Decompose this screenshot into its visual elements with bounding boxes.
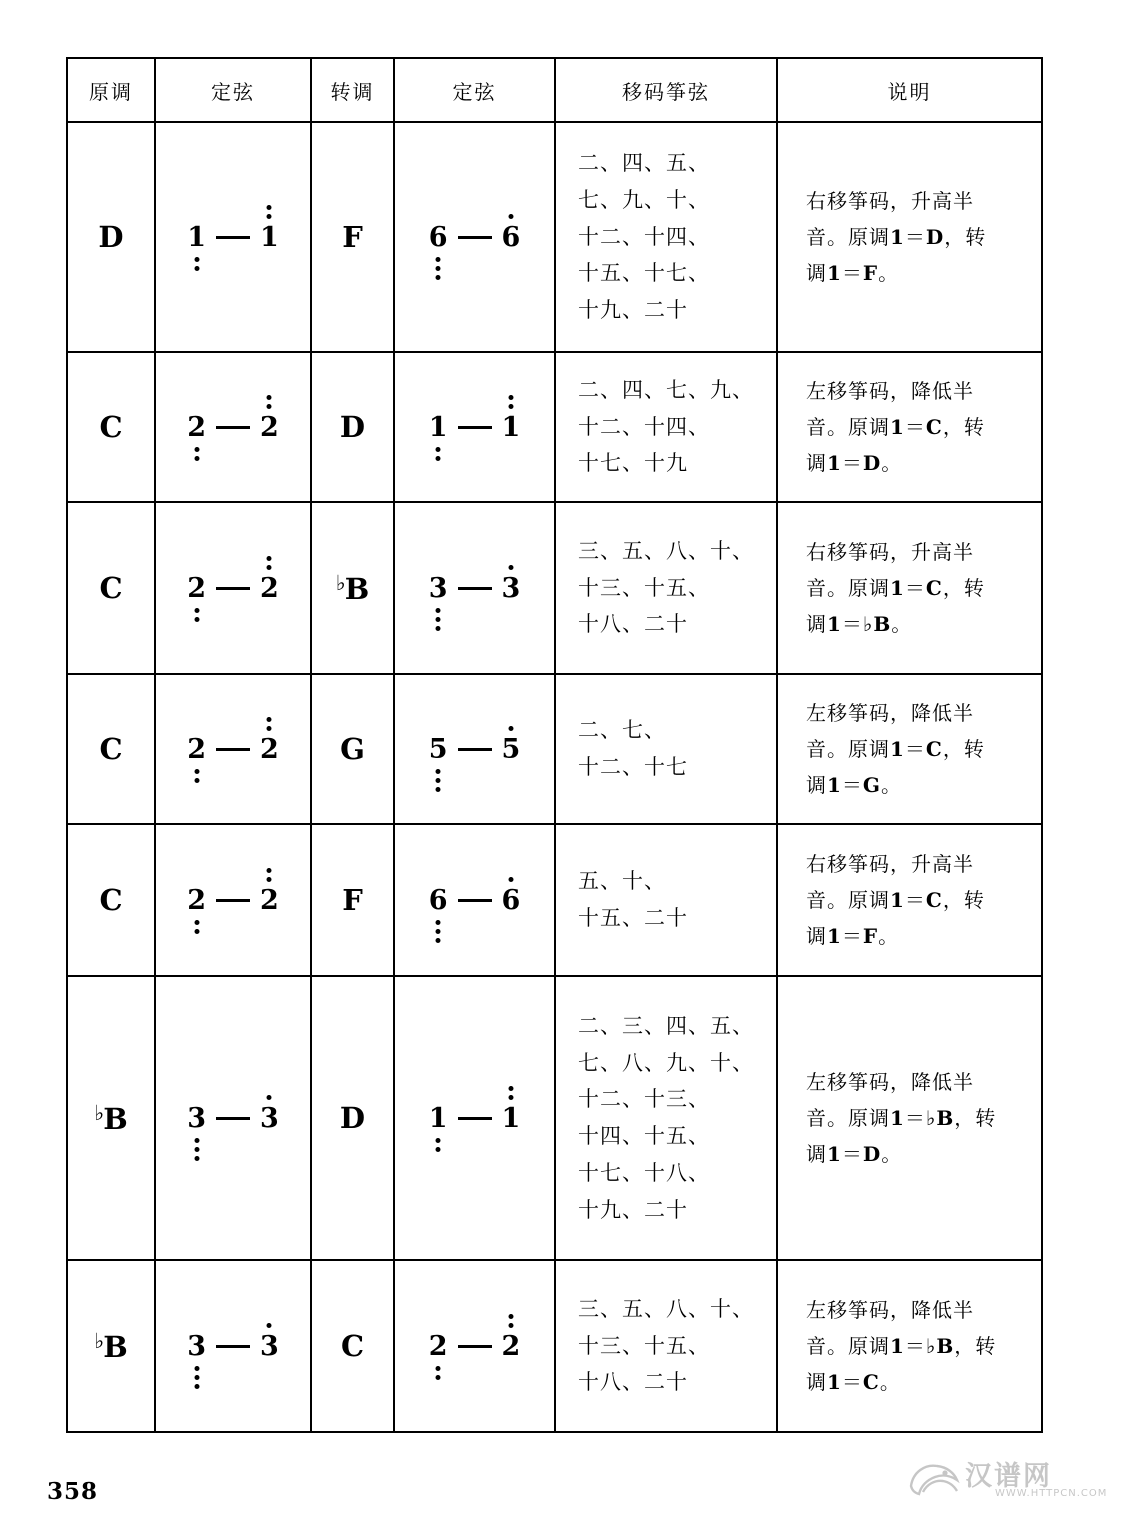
octave-dots-below bbox=[194, 255, 199, 273]
note-left: 3 bbox=[186, 1105, 207, 1132]
moved-strings-line: 五、十、 bbox=[578, 869, 666, 894]
moved-strings-line: 十四、十五、 bbox=[578, 1124, 710, 1148]
description-line: 调1＝C。 bbox=[806, 1370, 901, 1394]
cell-modulated-key: F bbox=[311, 122, 394, 352]
note-left: 3 bbox=[186, 1333, 207, 1360]
octave-dots-below bbox=[436, 918, 441, 945]
cell-origin-key: C bbox=[67, 674, 155, 824]
header-tuning-from: 定弦 bbox=[155, 58, 311, 122]
octave-dots-below bbox=[194, 918, 199, 936]
description-line: 左移筝码，降低半 bbox=[806, 379, 974, 403]
note-right: 2 bbox=[501, 1333, 522, 1360]
moved-strings-line: 十五、二十 bbox=[578, 906, 688, 930]
note-left: 3 bbox=[428, 575, 449, 602]
range-dash bbox=[216, 748, 250, 751]
moved-strings-line: 十三、十五、 bbox=[578, 1333, 710, 1358]
header-tuning-to: 定弦 bbox=[394, 58, 555, 122]
note-right: 1 bbox=[501, 1105, 522, 1132]
octave-dots-above bbox=[508, 212, 513, 221]
flat-sign-icon: ♭ bbox=[335, 570, 346, 595]
cell-moved-strings bbox=[555, 824, 777, 976]
description-line: 左移筝码，降低半 bbox=[806, 1298, 974, 1322]
octave-dots-below bbox=[194, 606, 199, 624]
description-line: 右移筝码，升高半 bbox=[806, 540, 974, 564]
description-line: 音。原调1＝C，转 bbox=[806, 737, 985, 761]
cell-tuning-to bbox=[394, 1260, 555, 1432]
note-left: 2 bbox=[186, 575, 207, 602]
moved-strings-line: 十三、十五、 bbox=[578, 575, 710, 600]
cell-description bbox=[777, 1260, 1042, 1432]
cell-tuning-to bbox=[394, 976, 555, 1260]
octave-dots-below bbox=[194, 445, 199, 463]
note-right: 5 bbox=[501, 736, 522, 763]
table-row bbox=[67, 1260, 1042, 1432]
range-dash bbox=[216, 1117, 250, 1120]
octave-dots-above bbox=[508, 875, 513, 884]
note-right: 6 bbox=[501, 224, 522, 251]
cell-tuning-to bbox=[394, 122, 555, 352]
cell-moved-strings bbox=[555, 352, 777, 502]
moved-strings-line: 十二、十四、 bbox=[578, 224, 710, 249]
cell-tuning-to bbox=[394, 674, 555, 824]
note-right: 1 bbox=[501, 414, 522, 441]
cell-description bbox=[777, 976, 1042, 1260]
description-line: 左移筝码，降低半 bbox=[806, 701, 974, 725]
description-line: 调1＝F。 bbox=[806, 261, 900, 285]
moved-strings-line: 十八、二十 bbox=[578, 1370, 688, 1395]
octave-dots-above bbox=[267, 715, 272, 733]
range-dash bbox=[458, 587, 492, 590]
octave-dots-above bbox=[508, 724, 513, 733]
table-row bbox=[67, 352, 1042, 502]
note-left: 2 bbox=[186, 414, 207, 441]
moved-strings-line: 七、九、十、 bbox=[578, 187, 710, 212]
cell-description bbox=[777, 674, 1042, 824]
cell-description bbox=[777, 824, 1042, 976]
moved-strings-line: 十二、十三、 bbox=[578, 1087, 710, 1112]
note-right: 1 bbox=[259, 224, 280, 251]
range-dash bbox=[216, 1345, 250, 1348]
cell-moved-strings bbox=[555, 976, 777, 1260]
cell-modulated-key: C bbox=[311, 1260, 394, 1432]
cell-tuning-to bbox=[394, 352, 555, 502]
moved-strings-line: 七、八、九、十、 bbox=[578, 1050, 754, 1075]
range-dash bbox=[458, 1345, 492, 1348]
cell-tuning-from bbox=[155, 352, 311, 502]
description-line: 调1＝D。 bbox=[806, 451, 903, 475]
description-line: 左移筝码，降低半 bbox=[806, 1070, 974, 1094]
cell-tuning-from bbox=[155, 674, 311, 824]
description-line: 调1＝G。 bbox=[806, 773, 903, 797]
header-origin-key: 原调 bbox=[67, 58, 155, 122]
table-row bbox=[67, 502, 1042, 674]
table-row bbox=[67, 122, 1042, 352]
moved-strings-line: 十九、二十 bbox=[578, 1197, 688, 1222]
page-number: 358 bbox=[47, 1478, 99, 1505]
note-right: 3 bbox=[259, 1105, 280, 1132]
table-header-row bbox=[67, 58, 1042, 122]
cell-origin-key: D bbox=[67, 122, 155, 352]
table-row bbox=[67, 824, 1042, 976]
cell-modulated-key: F bbox=[311, 824, 394, 976]
range-dash bbox=[458, 899, 492, 902]
cell-description bbox=[777, 352, 1042, 502]
note-left: 6 bbox=[428, 887, 449, 914]
range-dash bbox=[458, 1117, 492, 1120]
cell-origin-key: C bbox=[67, 352, 155, 502]
header-moved-strings: 移码筝弦 bbox=[555, 58, 777, 122]
note-left: 2 bbox=[428, 1333, 449, 1360]
note-right: 3 bbox=[259, 1333, 280, 1360]
modulation-table-wrapper bbox=[66, 57, 1041, 1433]
octave-dots-below bbox=[436, 1136, 441, 1154]
cell-tuning-from bbox=[155, 976, 311, 1260]
description-line: 音。原调1＝C，转 bbox=[806, 576, 985, 600]
cell-tuning-from bbox=[155, 1260, 311, 1432]
header-modulated-key: 转调 bbox=[311, 58, 394, 122]
moved-strings-line: 二、三、四、五、 bbox=[578, 1013, 754, 1038]
table-row bbox=[67, 976, 1042, 1260]
header-description: 说明 bbox=[777, 58, 1042, 122]
range-dash bbox=[216, 236, 250, 239]
cell-moved-strings bbox=[555, 1260, 777, 1432]
octave-dots-above bbox=[508, 1312, 513, 1330]
description-line: 右移筝码，升高半 bbox=[806, 852, 974, 876]
octave-dots-above bbox=[508, 393, 513, 411]
moved-strings-line: 十二、十七 bbox=[578, 755, 688, 779]
note-left: 1 bbox=[428, 414, 449, 441]
range-dash bbox=[458, 748, 492, 751]
description-line: 音。原调1＝D，转 bbox=[806, 225, 987, 249]
range-dash bbox=[458, 426, 492, 429]
octave-dots-above bbox=[267, 554, 272, 572]
description-line: 音。原调1＝C，转 bbox=[806, 888, 985, 912]
moved-strings-line: 十九、二十 bbox=[578, 298, 688, 323]
cell-tuning-from bbox=[155, 502, 311, 674]
moved-strings-line: 二、四、七、九、 bbox=[578, 377, 754, 402]
octave-dots-above bbox=[508, 1084, 513, 1102]
note-right: 2 bbox=[259, 414, 280, 441]
moved-strings-line: 二、七、 bbox=[578, 718, 666, 743]
watermark-site-name: 汉谱网 bbox=[965, 1461, 1052, 1492]
octave-dots-above bbox=[267, 203, 272, 221]
octave-dots-below bbox=[436, 767, 441, 794]
description-line: 右移筝码，升高半 bbox=[806, 189, 974, 213]
octave-dots-below bbox=[436, 445, 441, 463]
octave-dots-below bbox=[436, 606, 441, 633]
range-dash bbox=[458, 236, 492, 239]
note-left: 5 bbox=[428, 736, 449, 763]
range-dash bbox=[216, 587, 250, 590]
note-left: 2 bbox=[186, 887, 207, 914]
modulation-table bbox=[66, 57, 1043, 1433]
description-line: 音。原调1＝C，转 bbox=[806, 415, 985, 439]
octave-dots-below bbox=[194, 1136, 199, 1163]
octave-dots-above bbox=[267, 393, 272, 411]
range-dash bbox=[216, 899, 250, 902]
cell-tuning-to bbox=[394, 824, 555, 976]
octave-dots-below bbox=[436, 255, 441, 282]
note-right: 2 bbox=[259, 736, 280, 763]
octave-dots-below bbox=[194, 767, 199, 785]
moved-strings-line: 二、四、五、 bbox=[578, 151, 710, 176]
moved-strings-line: 十二、十四、 bbox=[578, 414, 710, 439]
moved-strings-line: 十七、十八、 bbox=[578, 1160, 710, 1185]
octave-dots-above bbox=[267, 866, 272, 884]
note-left: 1 bbox=[428, 1105, 449, 1132]
flat-sign-icon: ♭ bbox=[94, 1328, 105, 1353]
cell-description bbox=[777, 502, 1042, 674]
cell-tuning-from bbox=[155, 824, 311, 976]
octave-dots-above bbox=[508, 563, 513, 572]
watermark bbox=[907, 1452, 1107, 1508]
cell-moved-strings bbox=[555, 502, 777, 674]
moved-strings-line: 十八、二十 bbox=[578, 612, 688, 637]
flat-sign-icon: ♭ bbox=[94, 1100, 105, 1125]
table-row bbox=[67, 674, 1042, 824]
cell-origin-key: ♭B bbox=[67, 976, 155, 1260]
note-left: 1 bbox=[186, 224, 207, 251]
cell-moved-strings bbox=[555, 674, 777, 824]
range-dash bbox=[216, 426, 250, 429]
note-left: 2 bbox=[186, 736, 207, 763]
note-right: 2 bbox=[259, 575, 280, 602]
cell-origin-key: C bbox=[67, 824, 155, 976]
description-line: 音。原调1＝♭B，转 bbox=[806, 1334, 997, 1358]
moved-strings-line: 三、五、八、十、 bbox=[578, 1296, 754, 1321]
cell-modulated-key: D bbox=[311, 352, 394, 502]
moved-strings-line: 十五、十七、 bbox=[578, 261, 710, 286]
cell-origin-key: C bbox=[67, 502, 155, 674]
octave-dots-above bbox=[267, 1093, 272, 1102]
watermark-url: WWW.HTTPCN.COM bbox=[995, 1488, 1108, 1499]
moved-strings-line: 十七、十九 bbox=[578, 451, 688, 476]
cell-description bbox=[777, 122, 1042, 352]
cell-modulated-key: ♭B bbox=[311, 502, 394, 674]
description-line: 音。原调1＝♭B，转 bbox=[806, 1106, 997, 1130]
octave-dots-above bbox=[267, 1321, 272, 1330]
note-right: 2 bbox=[259, 887, 280, 914]
description-line: 调1＝F。 bbox=[806, 924, 900, 948]
flat-sign-icon: ♭ bbox=[925, 1334, 937, 1358]
octave-dots-below bbox=[194, 1364, 199, 1391]
table-body bbox=[67, 122, 1042, 1432]
flat-sign-icon: ♭ bbox=[925, 1106, 937, 1130]
description-line: 调1＝♭B。 bbox=[806, 612, 913, 636]
note-right: 6 bbox=[501, 887, 522, 914]
cell-moved-strings bbox=[555, 122, 777, 352]
description-line: 调1＝D。 bbox=[806, 1142, 903, 1166]
octave-dots-below bbox=[436, 1364, 441, 1382]
cell-tuning-from bbox=[155, 122, 311, 352]
seal-logo-icon bbox=[907, 1456, 963, 1500]
cell-tuning-to bbox=[394, 502, 555, 674]
flat-sign-icon: ♭ bbox=[862, 612, 874, 636]
note-left: 6 bbox=[428, 224, 449, 251]
moved-strings-line: 三、五、八、十、 bbox=[578, 538, 754, 563]
note-right: 3 bbox=[501, 575, 522, 602]
cell-modulated-key: G bbox=[311, 674, 394, 824]
cell-modulated-key: D bbox=[311, 976, 394, 1260]
cell-origin-key: ♭B bbox=[67, 1260, 155, 1432]
